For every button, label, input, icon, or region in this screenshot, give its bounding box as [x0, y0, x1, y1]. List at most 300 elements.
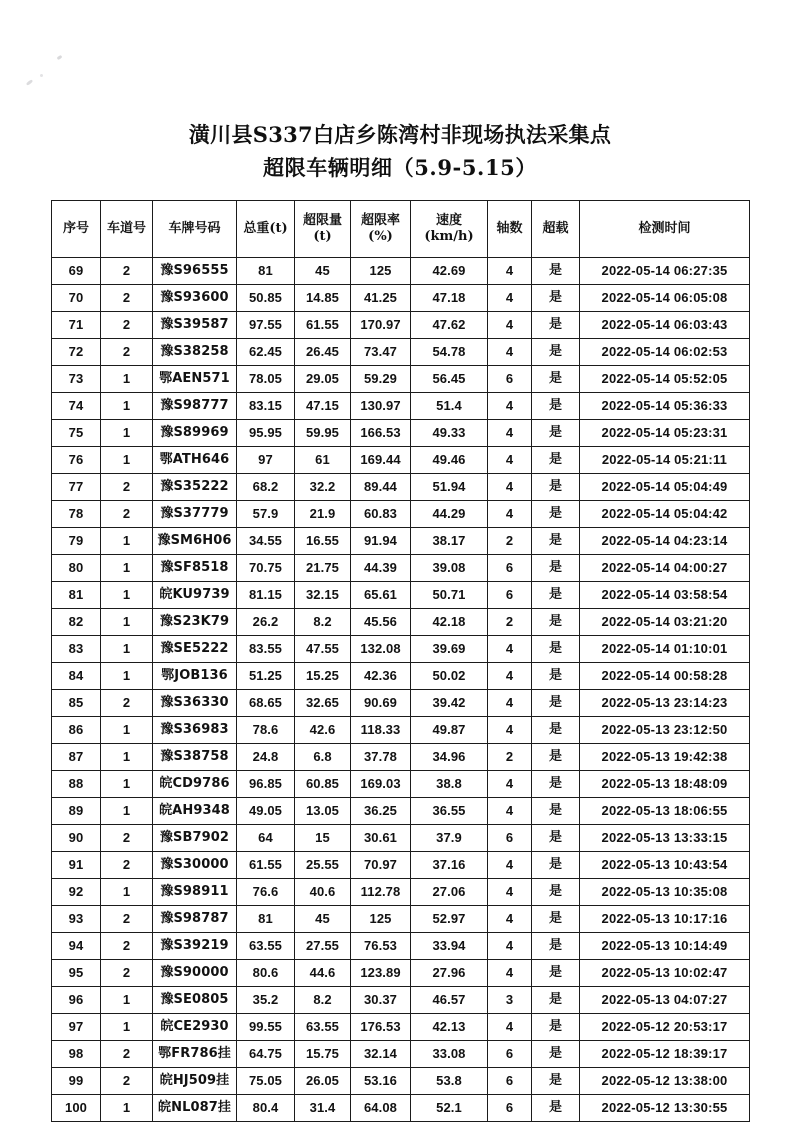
scan-artifact-speck [26, 79, 33, 86]
cell-overload-amount: 61 [295, 447, 351, 474]
cell-total-weight: 99.55 [237, 1014, 295, 1041]
cell-lane: 1 [101, 717, 153, 744]
cell-detect-time: 2022-05-13 23:14:23 [580, 690, 750, 717]
cell-total-weight: 75.05 [237, 1068, 295, 1095]
cell-overload-flag: 是 [532, 933, 580, 960]
table-row [52, 312, 750, 339]
cell-axles: 6 [488, 1068, 532, 1095]
cell-overload-rate: 176.53 [351, 1014, 411, 1041]
cell-total-weight: 63.55 [237, 933, 295, 960]
cell-detect-time: 2022-05-14 05:23:31 [580, 420, 750, 447]
cell-speed: 52.97 [411, 906, 488, 933]
column-header-speed-main: 速度 [435, 213, 462, 228]
document-title-line-1: 潢川县S337白店乡陈湾村非现场执法采集点 [188, 122, 612, 147]
scan-artifact-speck [40, 74, 43, 77]
cell-plate: 豫S98777 [153, 393, 237, 420]
cell-overload-rate: 125 [351, 906, 411, 933]
cell-plate: 皖CE2930 [153, 1014, 237, 1041]
cell-overload-flag: 是 [532, 555, 580, 582]
cell-detect-time: 2022-05-13 10:43:54 [580, 852, 750, 879]
cell-overload-flag: 是 [532, 906, 580, 933]
cell-overload-flag: 是 [532, 879, 580, 906]
cell-overload-amount: 15.75 [295, 1041, 351, 1068]
cell-overload-rate: 45.56 [351, 609, 411, 636]
cell-overload-amount: 61.55 [295, 312, 351, 339]
cell-overload-rate: 65.61 [351, 582, 411, 609]
cell-overload-amount: 32.15 [295, 582, 351, 609]
cell-total-weight: 83.55 [237, 636, 295, 663]
cell-index: 76 [52, 447, 101, 474]
column-header-detect-time-main: 检测时间 [638, 221, 691, 236]
cell-lane: 1 [101, 582, 153, 609]
cell-detect-time: 2022-05-14 05:04:42 [580, 501, 750, 528]
cell-overload-flag: 是 [532, 393, 580, 420]
cell-total-weight: 35.2 [237, 987, 295, 1014]
cell-axles: 6 [488, 1041, 532, 1068]
document-title [0, 118, 800, 184]
table-row [52, 717, 750, 744]
column-header-axles [488, 201, 532, 258]
cell-overload-rate: 118.33 [351, 717, 411, 744]
column-header-detect-time [580, 201, 750, 258]
cell-plate: 鄂ATH646 [153, 447, 237, 474]
cell-speed: 39.08 [411, 555, 488, 582]
cell-detect-time: 2022-05-12 13:38:00 [580, 1068, 750, 1095]
column-header-speed [411, 201, 488, 258]
cell-speed: 34.96 [411, 744, 488, 771]
cell-overload-rate: 44.39 [351, 555, 411, 582]
table-row [52, 258, 750, 285]
cell-overload-rate: 169.03 [351, 771, 411, 798]
cell-overload-amount: 21.9 [295, 501, 351, 528]
cell-overload-flag: 是 [532, 825, 580, 852]
cell-plate: 鄂FR786挂 [153, 1041, 237, 1068]
cell-axles: 6 [488, 555, 532, 582]
cell-index: 75 [52, 420, 101, 447]
cell-overload-flag: 是 [532, 1095, 580, 1122]
cell-detect-time: 2022-05-14 04:23:14 [580, 528, 750, 555]
cell-overload-flag: 是 [532, 447, 580, 474]
cell-plate: 豫S90000 [153, 960, 237, 987]
document-title-line-2: 超限车辆明细（5.9-5.15） [263, 155, 537, 180]
cell-speed: 44.29 [411, 501, 488, 528]
cell-lane: 2 [101, 1068, 153, 1095]
cell-total-weight: 81 [237, 906, 295, 933]
cell-lane: 1 [101, 987, 153, 1014]
cell-overload-amount: 59.95 [295, 420, 351, 447]
table-body [52, 258, 750, 1122]
column-header-lane-main: 车道号 [106, 221, 146, 236]
cell-detect-time: 2022-05-13 23:12:50 [580, 717, 750, 744]
cell-overload-flag: 是 [532, 987, 580, 1014]
cell-overload-flag: 是 [532, 474, 580, 501]
cell-detect-time: 2022-05-13 18:48:09 [580, 771, 750, 798]
cell-speed: 54.78 [411, 339, 488, 366]
cell-overload-rate: 91.94 [351, 528, 411, 555]
cell-plate: 豫S96555 [153, 258, 237, 285]
cell-detect-time: 2022-05-13 19:42:38 [580, 744, 750, 771]
table-row [52, 501, 750, 528]
column-header-overload-amount-unit: (t) [313, 229, 332, 244]
cell-total-weight: 78.6 [237, 717, 295, 744]
cell-overload-amount: 25.55 [295, 852, 351, 879]
cell-speed: 37.16 [411, 852, 488, 879]
cell-overload-rate: 32.14 [351, 1041, 411, 1068]
cell-overload-rate: 37.78 [351, 744, 411, 771]
cell-overload-amount: 45 [295, 258, 351, 285]
cell-overload-rate: 170.97 [351, 312, 411, 339]
table-row [52, 663, 750, 690]
cell-overload-rate: 64.08 [351, 1095, 411, 1122]
cell-lane: 1 [101, 744, 153, 771]
cell-overload-flag: 是 [532, 366, 580, 393]
column-header-overload-flag-main: 超载 [542, 221, 569, 236]
cell-speed: 38.8 [411, 771, 488, 798]
column-header-speed-unit: (km/h) [424, 229, 474, 244]
cell-plate: 皖KU9739 [153, 582, 237, 609]
table-row [52, 636, 750, 663]
cell-overload-flag: 是 [532, 717, 580, 744]
cell-index: 83 [52, 636, 101, 663]
cell-overload-flag: 是 [532, 609, 580, 636]
cell-axles: 4 [488, 312, 532, 339]
cell-speed: 42.13 [411, 1014, 488, 1041]
cell-total-weight: 34.55 [237, 528, 295, 555]
cell-total-weight: 97.55 [237, 312, 295, 339]
cell-overload-rate: 70.97 [351, 852, 411, 879]
cell-speed: 33.08 [411, 1041, 488, 1068]
cell-speed: 42.18 [411, 609, 488, 636]
cell-index: 88 [52, 771, 101, 798]
table-row [52, 825, 750, 852]
column-header-overload-rate-unit: (%) [368, 229, 393, 244]
cell-speed: 39.69 [411, 636, 488, 663]
cell-overload-rate: 169.44 [351, 447, 411, 474]
cell-overload-rate: 30.37 [351, 987, 411, 1014]
cell-plate: 豫S23K79 [153, 609, 237, 636]
cell-index: 70 [52, 285, 101, 312]
cell-lane: 1 [101, 393, 153, 420]
cell-lane: 1 [101, 555, 153, 582]
cell-overload-flag: 是 [532, 339, 580, 366]
cell-overload-flag: 是 [532, 528, 580, 555]
cell-overload-rate: 36.25 [351, 798, 411, 825]
cell-axles: 3 [488, 987, 532, 1014]
cell-overload-amount: 32.2 [295, 474, 351, 501]
cell-overload-amount: 31.4 [295, 1095, 351, 1122]
cell-plate: 豫S37779 [153, 501, 237, 528]
cell-overload-amount: 21.75 [295, 555, 351, 582]
cell-overload-rate: 130.97 [351, 393, 411, 420]
cell-lane: 2 [101, 312, 153, 339]
cell-overload-rate: 89.44 [351, 474, 411, 501]
cell-speed: 27.06 [411, 879, 488, 906]
cell-detect-time: 2022-05-14 05:36:33 [580, 393, 750, 420]
cell-overload-rate: 59.29 [351, 366, 411, 393]
column-header-total-weight-main: 总重(t) [243, 221, 288, 236]
cell-overload-rate: 112.78 [351, 879, 411, 906]
cell-overload-amount: 40.6 [295, 879, 351, 906]
table-row [52, 1041, 750, 1068]
column-header-plate [153, 201, 237, 258]
cell-axles: 4 [488, 798, 532, 825]
table-row [52, 1014, 750, 1041]
cell-plate: 豫S98911 [153, 879, 237, 906]
cell-detect-time: 2022-05-14 00:58:28 [580, 663, 750, 690]
cell-overload-flag: 是 [532, 312, 580, 339]
cell-lane: 1 [101, 879, 153, 906]
cell-overload-flag: 是 [532, 771, 580, 798]
table-row [52, 798, 750, 825]
cell-lane: 2 [101, 258, 153, 285]
cell-index: 81 [52, 582, 101, 609]
cell-speed: 36.55 [411, 798, 488, 825]
cell-total-weight: 64.75 [237, 1041, 295, 1068]
cell-total-weight: 78.05 [237, 366, 295, 393]
cell-total-weight: 81 [237, 258, 295, 285]
cell-index: 72 [52, 339, 101, 366]
cell-axles: 6 [488, 366, 532, 393]
table-row [52, 609, 750, 636]
cell-total-weight: 51.25 [237, 663, 295, 690]
cell-axles: 4 [488, 960, 532, 987]
cell-axles: 6 [488, 582, 532, 609]
cell-overload-flag: 是 [532, 744, 580, 771]
cell-overload-rate: 42.36 [351, 663, 411, 690]
cell-axles: 4 [488, 447, 532, 474]
cell-overload-flag: 是 [532, 960, 580, 987]
cell-overload-amount: 13.05 [295, 798, 351, 825]
cell-detect-time: 2022-05-14 03:58:54 [580, 582, 750, 609]
cell-overload-rate: 132.08 [351, 636, 411, 663]
cell-plate: 豫S93600 [153, 285, 237, 312]
cell-index: 92 [52, 879, 101, 906]
cell-overload-rate: 166.53 [351, 420, 411, 447]
cell-speed: 38.17 [411, 528, 488, 555]
table-row [52, 393, 750, 420]
cell-speed: 49.46 [411, 447, 488, 474]
cell-index: 79 [52, 528, 101, 555]
cell-overload-flag: 是 [532, 1014, 580, 1041]
table-row [52, 690, 750, 717]
cell-overload-amount: 63.55 [295, 1014, 351, 1041]
cell-plate: 皖HJ509挂 [153, 1068, 237, 1095]
cell-detect-time: 2022-05-13 10:35:08 [580, 879, 750, 906]
cell-axles: 4 [488, 501, 532, 528]
cell-index: 82 [52, 609, 101, 636]
cell-lane: 1 [101, 771, 153, 798]
cell-overload-amount: 6.8 [295, 744, 351, 771]
cell-speed: 50.71 [411, 582, 488, 609]
cell-speed: 52.1 [411, 1095, 488, 1122]
table-header [52, 201, 750, 258]
cell-overload-amount: 44.6 [295, 960, 351, 987]
cell-total-weight: 68.2 [237, 474, 295, 501]
cell-lane: 1 [101, 663, 153, 690]
cell-overload-rate: 76.53 [351, 933, 411, 960]
cell-plate: 豫S38758 [153, 744, 237, 771]
cell-overload-flag: 是 [532, 852, 580, 879]
cell-plate: 皖NL087挂 [153, 1095, 237, 1122]
column-header-overload-rate [351, 201, 411, 258]
cell-index: 100 [52, 1095, 101, 1122]
cell-overload-rate: 123.89 [351, 960, 411, 987]
cell-overload-rate: 41.25 [351, 285, 411, 312]
cell-overload-rate: 30.61 [351, 825, 411, 852]
cell-overload-rate: 53.16 [351, 1068, 411, 1095]
cell-total-weight: 68.65 [237, 690, 295, 717]
column-header-overload-amount [295, 201, 351, 258]
cell-detect-time: 2022-05-13 04:07:27 [580, 987, 750, 1014]
cell-total-weight: 97 [237, 447, 295, 474]
cell-plate: 豫SE5222 [153, 636, 237, 663]
cell-plate: 豫S89969 [153, 420, 237, 447]
cell-plate: 豫S30000 [153, 852, 237, 879]
cell-plate: 鄂AEN571 [153, 366, 237, 393]
cell-lane: 2 [101, 825, 153, 852]
cell-lane: 2 [101, 285, 153, 312]
cell-axles: 4 [488, 420, 532, 447]
cell-overload-amount: 26.45 [295, 339, 351, 366]
cell-detect-time: 2022-05-14 05:04:49 [580, 474, 750, 501]
table-row [52, 366, 750, 393]
cell-plate: 豫S38258 [153, 339, 237, 366]
cell-index: 86 [52, 717, 101, 744]
cell-total-weight: 95.95 [237, 420, 295, 447]
cell-index: 85 [52, 690, 101, 717]
cell-plate: 皖CD9786 [153, 771, 237, 798]
cell-index: 96 [52, 987, 101, 1014]
cell-lane: 2 [101, 501, 153, 528]
cell-detect-time: 2022-05-12 20:53:17 [580, 1014, 750, 1041]
cell-lane: 1 [101, 420, 153, 447]
cell-plate: 豫S36983 [153, 717, 237, 744]
cell-lane: 2 [101, 960, 153, 987]
cell-lane: 2 [101, 339, 153, 366]
cell-speed: 49.33 [411, 420, 488, 447]
cell-lane: 2 [101, 690, 153, 717]
cell-overload-flag: 是 [532, 420, 580, 447]
cell-lane: 2 [101, 906, 153, 933]
cell-total-weight: 80.4 [237, 1095, 295, 1122]
cell-overload-flag: 是 [532, 663, 580, 690]
table-row [52, 879, 750, 906]
cell-plate: 皖AH9348 [153, 798, 237, 825]
cell-axles: 4 [488, 879, 532, 906]
table-row [52, 960, 750, 987]
cell-index: 78 [52, 501, 101, 528]
cell-index: 89 [52, 798, 101, 825]
cell-total-weight: 64 [237, 825, 295, 852]
overload-vehicle-table [51, 200, 750, 1122]
cell-lane: 1 [101, 528, 153, 555]
cell-overload-amount: 14.85 [295, 285, 351, 312]
table-row [52, 1095, 750, 1122]
cell-overload-flag: 是 [532, 1041, 580, 1068]
cell-plate: 豫SE0805 [153, 987, 237, 1014]
cell-speed: 56.45 [411, 366, 488, 393]
cell-index: 97 [52, 1014, 101, 1041]
table-row [52, 987, 750, 1014]
cell-index: 71 [52, 312, 101, 339]
cell-axles: 4 [488, 339, 532, 366]
cell-overload-flag: 是 [532, 1068, 580, 1095]
cell-total-weight: 24.8 [237, 744, 295, 771]
column-header-index [52, 201, 101, 258]
cell-plate: 豫S39587 [153, 312, 237, 339]
cell-index: 73 [52, 366, 101, 393]
cell-overload-amount: 8.2 [295, 609, 351, 636]
cell-overload-amount: 45 [295, 906, 351, 933]
cell-overload-flag: 是 [532, 636, 580, 663]
cell-lane: 2 [101, 933, 153, 960]
cell-overload-amount: 26.05 [295, 1068, 351, 1095]
cell-detect-time: 2022-05-14 06:02:53 [580, 339, 750, 366]
cell-detect-time: 2022-05-14 06:03:43 [580, 312, 750, 339]
cell-detect-time: 2022-05-14 03:21:20 [580, 609, 750, 636]
cell-speed: 51.4 [411, 393, 488, 420]
cell-plate: 豫S98787 [153, 906, 237, 933]
table-row [52, 474, 750, 501]
cell-index: 87 [52, 744, 101, 771]
cell-overload-amount: 47.55 [295, 636, 351, 663]
cell-speed: 39.42 [411, 690, 488, 717]
table-header-row [52, 201, 750, 258]
cell-total-weight: 62.45 [237, 339, 295, 366]
table-row [52, 285, 750, 312]
cell-lane: 2 [101, 852, 153, 879]
overload-vehicle-table-container [51, 200, 749, 1122]
cell-lane: 1 [101, 798, 153, 825]
cell-total-weight: 83.15 [237, 393, 295, 420]
cell-detect-time: 2022-05-13 10:02:47 [580, 960, 750, 987]
cell-speed: 50.02 [411, 663, 488, 690]
cell-axles: 4 [488, 258, 532, 285]
cell-total-weight: 26.2 [237, 609, 295, 636]
cell-detect-time: 2022-05-13 10:17:16 [580, 906, 750, 933]
cell-plate: 豫SF8518 [153, 555, 237, 582]
cell-index: 94 [52, 933, 101, 960]
cell-speed: 37.9 [411, 825, 488, 852]
cell-total-weight: 61.55 [237, 852, 295, 879]
cell-overload-flag: 是 [532, 582, 580, 609]
cell-detect-time: 2022-05-14 05:21:11 [580, 447, 750, 474]
cell-lane: 2 [101, 474, 153, 501]
cell-axles: 4 [488, 1014, 532, 1041]
cell-index: 93 [52, 906, 101, 933]
cell-detect-time: 2022-05-14 01:10:01 [580, 636, 750, 663]
cell-detect-time: 2022-05-14 06:05:08 [580, 285, 750, 312]
cell-index: 98 [52, 1041, 101, 1068]
cell-overload-amount: 29.05 [295, 366, 351, 393]
cell-plate: 豫S39219 [153, 933, 237, 960]
cell-lane: 1 [101, 636, 153, 663]
cell-speed: 53.8 [411, 1068, 488, 1095]
cell-overload-rate: 60.83 [351, 501, 411, 528]
cell-plate: 豫SB7902 [153, 825, 237, 852]
table-row [52, 906, 750, 933]
cell-total-weight: 50.85 [237, 285, 295, 312]
cell-overload-flag: 是 [532, 690, 580, 717]
table-row [52, 555, 750, 582]
cell-index: 91 [52, 852, 101, 879]
cell-overload-amount: 16.55 [295, 528, 351, 555]
column-header-index-main: 序号 [62, 221, 89, 236]
cell-overload-rate: 73.47 [351, 339, 411, 366]
cell-detect-time: 2022-05-14 06:27:35 [580, 258, 750, 285]
cell-overload-amount: 32.65 [295, 690, 351, 717]
table-row [52, 1068, 750, 1095]
